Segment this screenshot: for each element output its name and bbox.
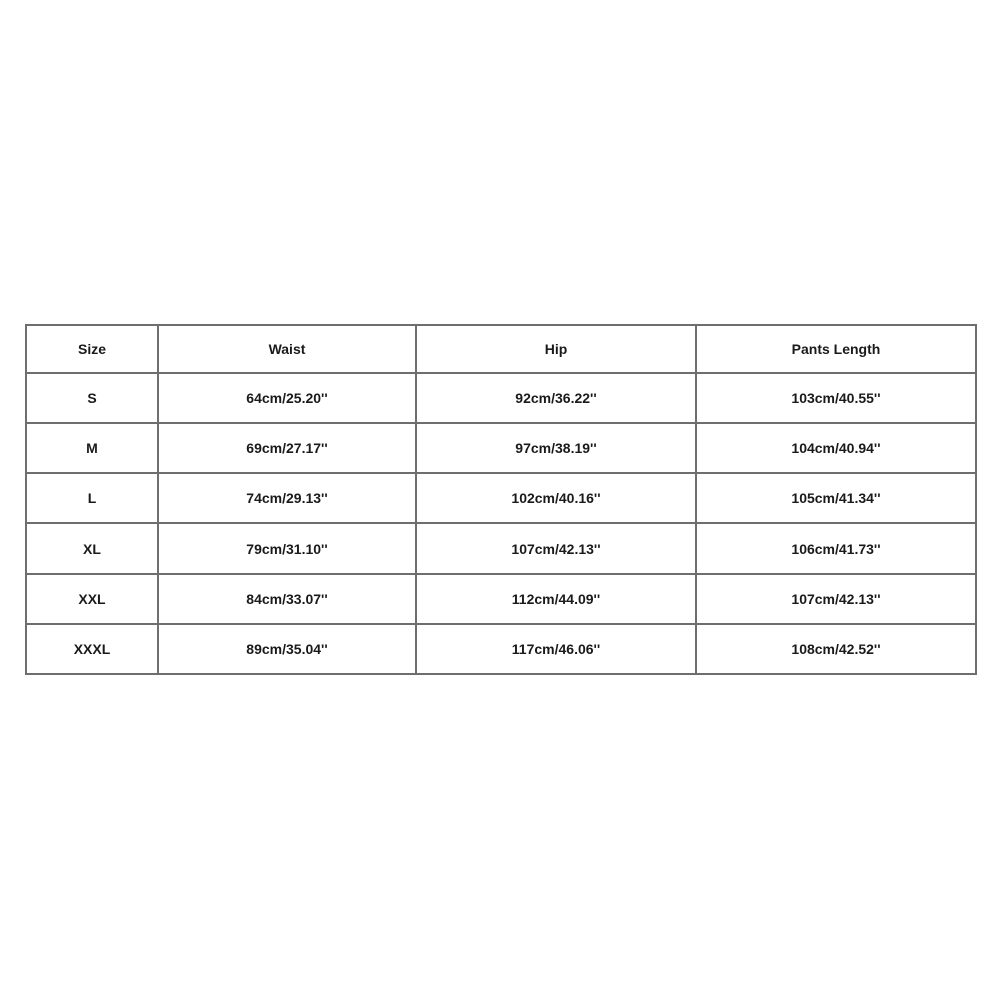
cell-waist: 89cm/35.04'' (158, 624, 416, 674)
table-row (26, 423, 976, 473)
cell-waist: 74cm/29.13'' (158, 473, 416, 523)
header-size: Size (26, 325, 158, 373)
cell-size: S (26, 373, 158, 423)
cell-size: XXL (26, 574, 158, 624)
cell-waist: 79cm/31.10'' (158, 523, 416, 573)
header-hip: Hip (416, 325, 696, 373)
header-row (26, 325, 976, 373)
cell-waist: 84cm/33.07'' (158, 574, 416, 624)
cell-waist: 64cm/25.20'' (158, 373, 416, 423)
cell-size: M (26, 423, 158, 473)
cell-pants-length: 105cm/41.34'' (696, 473, 976, 523)
cell-hip: 107cm/42.13'' (416, 523, 696, 573)
size-chart-table (25, 324, 977, 675)
header-pants-length: Pants Length (696, 325, 976, 373)
cell-pants-length: 108cm/42.52'' (696, 624, 976, 674)
cell-waist: 69cm/27.17'' (158, 423, 416, 473)
table-row (26, 373, 976, 423)
cell-size: XXXL (26, 624, 158, 674)
cell-pants-length: 103cm/40.55'' (696, 373, 976, 423)
cell-hip: 102cm/40.16'' (416, 473, 696, 523)
cell-size: XL (26, 523, 158, 573)
cell-pants-length: 106cm/41.73'' (696, 523, 976, 573)
cell-hip: 112cm/44.09'' (416, 574, 696, 624)
cell-pants-length: 107cm/42.13'' (696, 574, 976, 624)
cell-hip: 92cm/36.22'' (416, 373, 696, 423)
table-row (26, 574, 976, 624)
cell-size: L (26, 473, 158, 523)
cell-pants-length: 104cm/40.94'' (696, 423, 976, 473)
table-row (26, 624, 976, 674)
table-row (26, 473, 976, 523)
cell-hip: 117cm/46.06'' (416, 624, 696, 674)
table-row (26, 523, 976, 573)
cell-hip: 97cm/38.19'' (416, 423, 696, 473)
header-waist: Waist (158, 325, 416, 373)
